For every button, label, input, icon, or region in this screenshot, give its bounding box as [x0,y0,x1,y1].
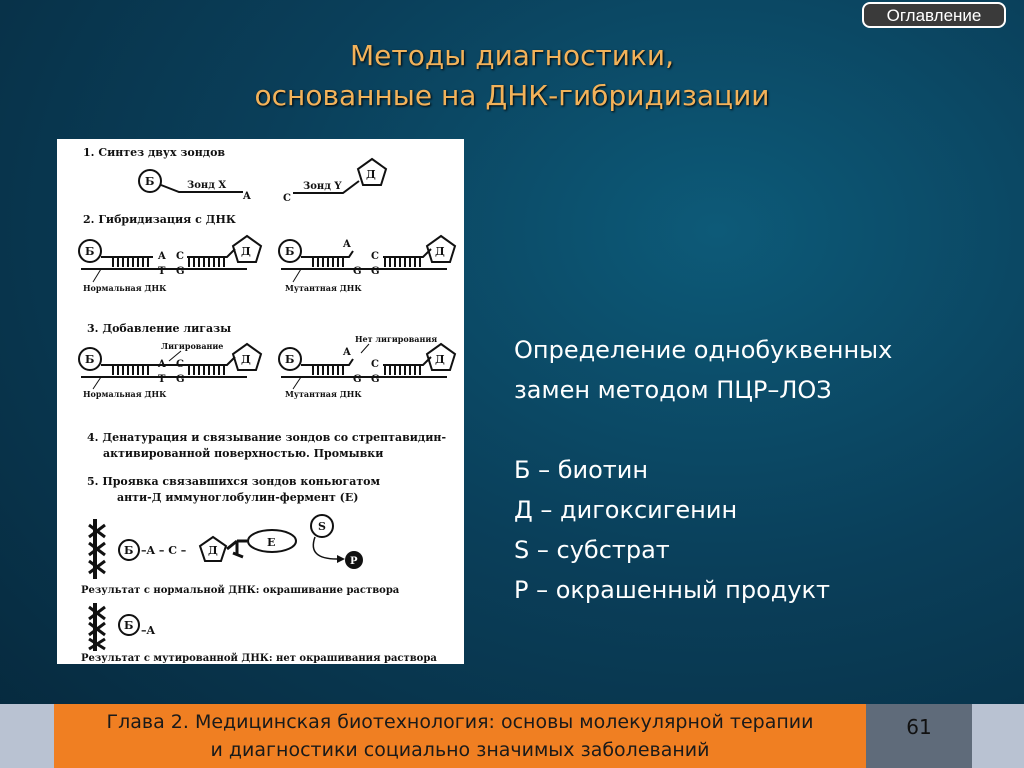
biotin-letter: Б [124,544,134,557]
base-label: C [176,359,184,370]
no-ligation-label: Нет лигирования [355,334,438,344]
description-line-1: Определение однобуквенных [514,336,893,364]
mutant-dna-label: Мутантная ДНК [285,283,362,293]
footer-chapter-line-2: и диагностики социально значимых заболеваний [210,739,710,761]
substrate-letter: S [318,520,326,533]
base-pairs [113,257,148,267]
base-label: C [371,251,379,262]
base-pairs [313,257,343,267]
diagram-svg [57,139,464,664]
base-label: G [353,266,362,277]
step-4-label-line-2: активированной поверхностью. Промывки [103,447,384,460]
base-label: T [158,374,166,385]
description-block [514,330,994,610]
product-letter: P [350,556,358,567]
base-label: A [343,239,351,250]
ligated-probe [101,357,235,365]
probe-strand [383,249,431,257]
biotin-letter: Б [124,619,134,632]
table-of-contents-button[interactable]: Оглавление [862,2,1006,28]
base-label: G [176,374,185,385]
base-label: G [353,374,362,385]
slide-title-line-1: Методы диагностики, [350,39,674,72]
base-label: C [176,251,184,262]
result-normal-label: Результат с нормальной ДНК: окрашивание раствора [81,585,400,596]
base-pairs [385,365,420,375]
description-line-2: замен методом ПЦР–ЛОЗ [514,376,832,404]
probe-y-base: C [283,193,291,204]
result-mutant-label: Результат с мутированной ДНК: нет окрашивания раствора [81,653,437,664]
biotin-letter: Б [285,353,295,366]
base-label: A [158,359,166,370]
pointer-line [93,377,101,389]
reaction-arrow-icon [313,537,337,559]
pcr-ldr-diagram [57,139,464,664]
legend-substrate: S – субстрат [514,536,670,564]
base-pairs [113,365,224,375]
probe-strand [301,251,353,257]
biotin-letter: Б [145,175,155,188]
base-label: G [176,266,185,277]
base-label: A [158,251,166,262]
base-label: T [158,266,166,277]
footer-chapter [54,704,866,768]
streptavidin-marks [89,525,105,573]
base-label: G [371,374,380,385]
probe-chain-label: –A [141,624,156,637]
probe-strand [187,249,235,257]
probe-chain-label: –A – C – [141,544,187,557]
pointer-line [93,269,101,282]
step-3-label: 3. Добавление лигазы [87,322,232,335]
probe-x-base: A [243,191,251,202]
slide-title [0,36,1024,116]
footer-left-block [0,704,54,768]
normal-dna-label: Нормальная ДНК [83,389,167,399]
footer-right-block [972,704,1024,768]
step-2-label: 2. Гибридизация с ДНК [83,213,236,226]
probe-strand [383,357,431,365]
step-5-label-line-2: анти-Д иммуноглобулин-фермент (Е) [117,491,359,504]
step-1-label: 1. Синтез двух зондов [83,146,226,159]
page-number: 61 [866,704,972,768]
legend-biotin: Б – биотин [514,456,649,484]
probe-y-label: Зонд Y [303,181,342,192]
ligation-label: Лигирование [161,341,224,351]
base-label: A [343,347,351,358]
base-pairs [313,365,343,375]
biotin-letter: Б [85,353,95,366]
biotin-letter: Б [285,245,295,258]
mutant-dna-label: Мутантная ДНК [285,389,362,399]
probe-x-label: Зонд X [187,180,227,191]
arrowhead-icon [337,555,345,563]
base-pairs [385,257,420,267]
biotin-letter: Б [85,245,95,258]
footer-chapter-line-1: Глава 2. Медицинская биотехнология: основы молекулярной терапии [106,711,814,733]
normal-dna-label: Нормальная ДНК [83,283,167,293]
legend-digoxigenin: Д – дигоксигенин [514,496,738,524]
digoxigenin-letter: Д [241,353,251,366]
probe-strand [301,359,353,365]
step-4-label-line-1: 4. Денатурация и связывание зондов со стрептавидин- [87,431,447,444]
legend-product: P – окрашенный продукт [514,576,831,604]
pointer-line [361,344,369,353]
base-label: C [371,359,379,370]
base-label: G [371,266,380,277]
pointer-line [293,269,301,282]
antibody-icon [227,541,247,557]
digoxigenin-letter: Д [208,544,218,557]
pointer-line [293,377,301,389]
digoxigenin-letter: Д [435,245,445,258]
digoxigenin-letter: Д [435,353,445,366]
streptavidin-marks [89,607,105,649]
base-pairs [189,257,224,267]
slide-title-line-2: основанные на ДНК-гибридизации [254,79,770,112]
enzyme-letter: Е [267,536,276,549]
digoxigenin-letter: Д [366,168,376,181]
digoxigenin-letter: Д [241,245,251,258]
step-5-label-line-1: 5. Проявка связавшихся зондов коньюгатом [87,475,381,488]
